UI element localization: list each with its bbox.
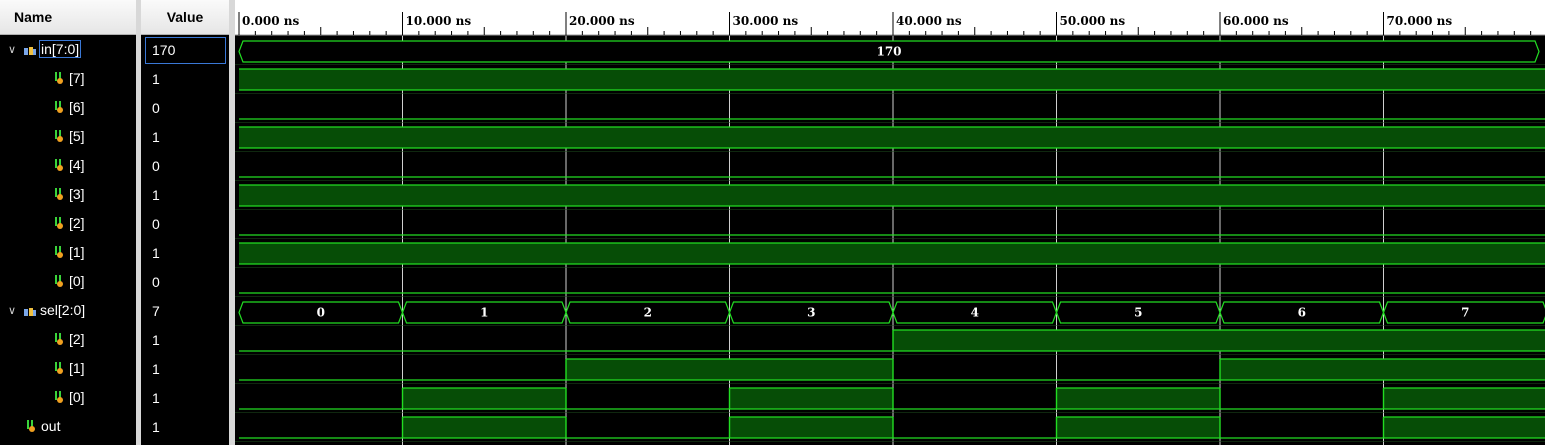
waveform-view[interactable] xyxy=(235,0,1545,445)
high-level-fill xyxy=(403,185,567,206)
bus-value-label: 170 xyxy=(876,44,902,59)
waveform-row[interactable] xyxy=(235,243,1545,268)
signal-row[interactable] xyxy=(0,152,136,181)
high-level-fill xyxy=(1384,388,1545,409)
high-level-fill xyxy=(239,243,403,264)
high-level-fill xyxy=(566,185,730,206)
waveform-row[interactable] xyxy=(235,185,1545,210)
bus-value-label: 3 xyxy=(807,305,816,320)
high-level-fill xyxy=(403,417,567,438)
signal-value: 170 xyxy=(152,42,176,58)
signal-name: [3] xyxy=(69,186,85,202)
high-level-fill xyxy=(239,185,403,206)
high-level-fill xyxy=(1384,359,1545,380)
signal-value-row[interactable] xyxy=(141,123,229,152)
waveform-row[interactable] xyxy=(235,41,1545,65)
high-level-fill xyxy=(1384,243,1545,264)
name-column-header[interactable]: Name xyxy=(0,0,136,35)
signal-value: 1 xyxy=(152,419,160,435)
bus-value-label: 6 xyxy=(1297,305,1306,320)
high-level-fill xyxy=(730,417,894,438)
signal-value-row[interactable] xyxy=(141,413,229,442)
high-level-fill xyxy=(1220,127,1384,148)
high-level-fill xyxy=(730,359,894,380)
signal-name: [1] xyxy=(69,360,85,376)
high-level-fill xyxy=(893,69,1057,90)
bit-signal-icon xyxy=(54,188,64,204)
signal-value: 1 xyxy=(152,361,160,377)
bit-signal-icon xyxy=(54,101,64,117)
signal-value: 0 xyxy=(152,274,160,290)
bit-signal-icon xyxy=(26,420,36,436)
high-level-fill xyxy=(1057,185,1221,206)
signal-name: [4] xyxy=(69,157,85,173)
signal-name: [5] xyxy=(69,128,85,144)
high-level-fill xyxy=(1057,69,1221,90)
high-level-fill xyxy=(403,127,567,148)
waveform-row[interactable] xyxy=(235,330,1545,355)
high-level-fill xyxy=(1384,69,1545,90)
name-column xyxy=(0,0,136,445)
waveform-row[interactable] xyxy=(235,302,1545,326)
time-label: 30.000 ns xyxy=(732,14,799,28)
high-level-fill xyxy=(566,69,730,90)
waveform-canvas[interactable] xyxy=(235,0,1545,445)
waveform-row[interactable] xyxy=(235,127,1545,152)
signal-row[interactable] xyxy=(0,123,136,152)
high-level-fill xyxy=(1220,359,1384,380)
signal-value-row[interactable] xyxy=(141,239,229,268)
signal-value: 7 xyxy=(152,303,160,319)
bit-signal-icon xyxy=(54,333,64,349)
high-level-fill xyxy=(403,69,567,90)
time-label: 40.000 ns xyxy=(896,14,962,28)
high-level-fill xyxy=(1220,69,1384,90)
signal-value: 1 xyxy=(152,187,160,203)
high-level-fill xyxy=(1057,417,1221,438)
high-level-fill xyxy=(566,359,730,380)
waveform-row[interactable] xyxy=(235,119,1545,123)
signal-row[interactable] xyxy=(0,326,136,355)
signal-value-row[interactable] xyxy=(141,152,229,181)
signal-row[interactable] xyxy=(0,181,136,210)
high-level-fill xyxy=(1220,330,1384,351)
signal-value-row[interactable] xyxy=(141,355,229,384)
signal-value-row[interactable] xyxy=(141,297,229,326)
high-level-fill xyxy=(566,127,730,148)
high-level-fill xyxy=(403,243,567,264)
signal-value-row[interactable] xyxy=(141,181,229,210)
signal-row[interactable] xyxy=(0,384,136,413)
bit-signal-icon xyxy=(54,275,64,291)
signal-name: [0] xyxy=(69,389,85,405)
high-level-fill xyxy=(1384,330,1545,351)
waveform-row[interactable] xyxy=(235,293,1545,297)
time-label: 10.000 ns xyxy=(405,14,472,28)
signal-value-row[interactable] xyxy=(141,268,229,297)
chevron-down-icon[interactable]: ∨ xyxy=(8,305,17,317)
signal-row[interactable] xyxy=(0,210,136,239)
signal-value: 0 xyxy=(152,158,160,174)
bus-signal-icon xyxy=(23,305,37,321)
signal-name: [2] xyxy=(69,331,85,347)
signal-value-row[interactable] xyxy=(141,65,229,94)
time-label: 70.000 ns xyxy=(1386,14,1453,28)
signal-value-row[interactable] xyxy=(141,326,229,355)
bit-signal-icon xyxy=(54,72,64,88)
signal-name: [0] xyxy=(69,273,85,289)
signal-value-row[interactable] xyxy=(141,36,229,65)
high-level-fill xyxy=(730,127,894,148)
signal-name: [1] xyxy=(69,244,85,260)
bit-signal-icon xyxy=(54,217,64,233)
bit-signal-icon xyxy=(54,246,64,262)
chevron-down-icon[interactable]: ∨ xyxy=(8,44,17,56)
bit-signal-icon xyxy=(54,159,64,175)
signal-name: [2] xyxy=(69,215,85,231)
signal-row[interactable] xyxy=(0,355,136,384)
signal-row[interactable] xyxy=(0,65,136,94)
waveform-row[interactable] xyxy=(235,388,1545,413)
signal-value-row[interactable] xyxy=(141,210,229,239)
bus-value-label: 0 xyxy=(316,305,325,320)
bit-signal-icon xyxy=(54,391,64,407)
high-level-fill xyxy=(1057,330,1221,351)
high-level-fill xyxy=(1057,388,1221,409)
signal-name: in[7:0] xyxy=(41,41,80,57)
signal-value: 1 xyxy=(152,71,160,87)
high-level-fill xyxy=(730,388,894,409)
waveform-row[interactable] xyxy=(235,359,1545,384)
high-level-fill xyxy=(1384,127,1545,148)
signal-value: 1 xyxy=(152,332,160,348)
high-level-fill xyxy=(566,243,730,264)
bus-value-label: 4 xyxy=(970,305,979,320)
bus-value-label: 5 xyxy=(1134,305,1143,320)
signal-row[interactable] xyxy=(0,413,136,442)
signal-name: out xyxy=(41,418,61,434)
signal-value: 0 xyxy=(152,216,160,232)
bus-value-label: 2 xyxy=(643,305,652,320)
high-level-fill xyxy=(893,330,1057,351)
signal-row[interactable] xyxy=(0,239,136,268)
high-level-fill xyxy=(730,243,894,264)
signal-value: 1 xyxy=(152,129,160,145)
high-level-fill xyxy=(1384,185,1545,206)
signal-value-row[interactable] xyxy=(141,384,229,413)
value-column xyxy=(141,0,229,445)
value-column-header[interactable]: Value xyxy=(141,0,229,35)
high-level-fill xyxy=(1057,243,1221,264)
high-level-fill xyxy=(893,127,1057,148)
high-level-fill xyxy=(893,185,1057,206)
signal-value: 1 xyxy=(152,390,160,406)
signal-row[interactable] xyxy=(0,268,136,297)
signal-name: [7] xyxy=(69,70,85,86)
signal-name: sel[2:0] xyxy=(40,302,86,318)
bit-signal-icon xyxy=(54,130,64,146)
signal-row[interactable] xyxy=(0,36,136,65)
signal-row[interactable] xyxy=(0,94,136,123)
high-level-fill xyxy=(239,127,403,148)
waveform-row[interactable] xyxy=(235,235,1545,239)
waveform-row[interactable] xyxy=(235,417,1545,442)
time-label: 60.000 ns xyxy=(1223,14,1289,28)
high-level-fill xyxy=(239,69,403,90)
bus-signal-icon xyxy=(23,44,37,60)
time-label: 50.000 ns xyxy=(1059,14,1126,28)
high-level-fill xyxy=(403,388,567,409)
bus-value-label: 1 xyxy=(480,305,489,320)
high-level-fill xyxy=(1220,185,1384,206)
bus-value-label: 7 xyxy=(1461,305,1470,320)
high-level-fill xyxy=(893,243,1057,264)
signal-row[interactable] xyxy=(0,297,136,326)
signal-value: 1 xyxy=(152,245,160,261)
signal-name: [6] xyxy=(69,99,85,115)
time-label: 0.000 ns xyxy=(242,14,300,28)
high-level-fill xyxy=(1384,417,1545,438)
high-level-fill xyxy=(730,185,894,206)
signal-value-row[interactable] xyxy=(141,94,229,123)
high-level-fill xyxy=(1220,243,1384,264)
waveform-row[interactable] xyxy=(235,69,1545,94)
high-level-fill xyxy=(1057,127,1221,148)
signal-value: 0 xyxy=(152,100,160,116)
bit-signal-icon xyxy=(54,362,64,378)
waveform-row[interactable] xyxy=(235,177,1545,181)
high-level-fill xyxy=(730,69,894,90)
time-ruler[interactable] xyxy=(235,0,1545,35)
time-label: 20.000 ns xyxy=(569,14,635,28)
